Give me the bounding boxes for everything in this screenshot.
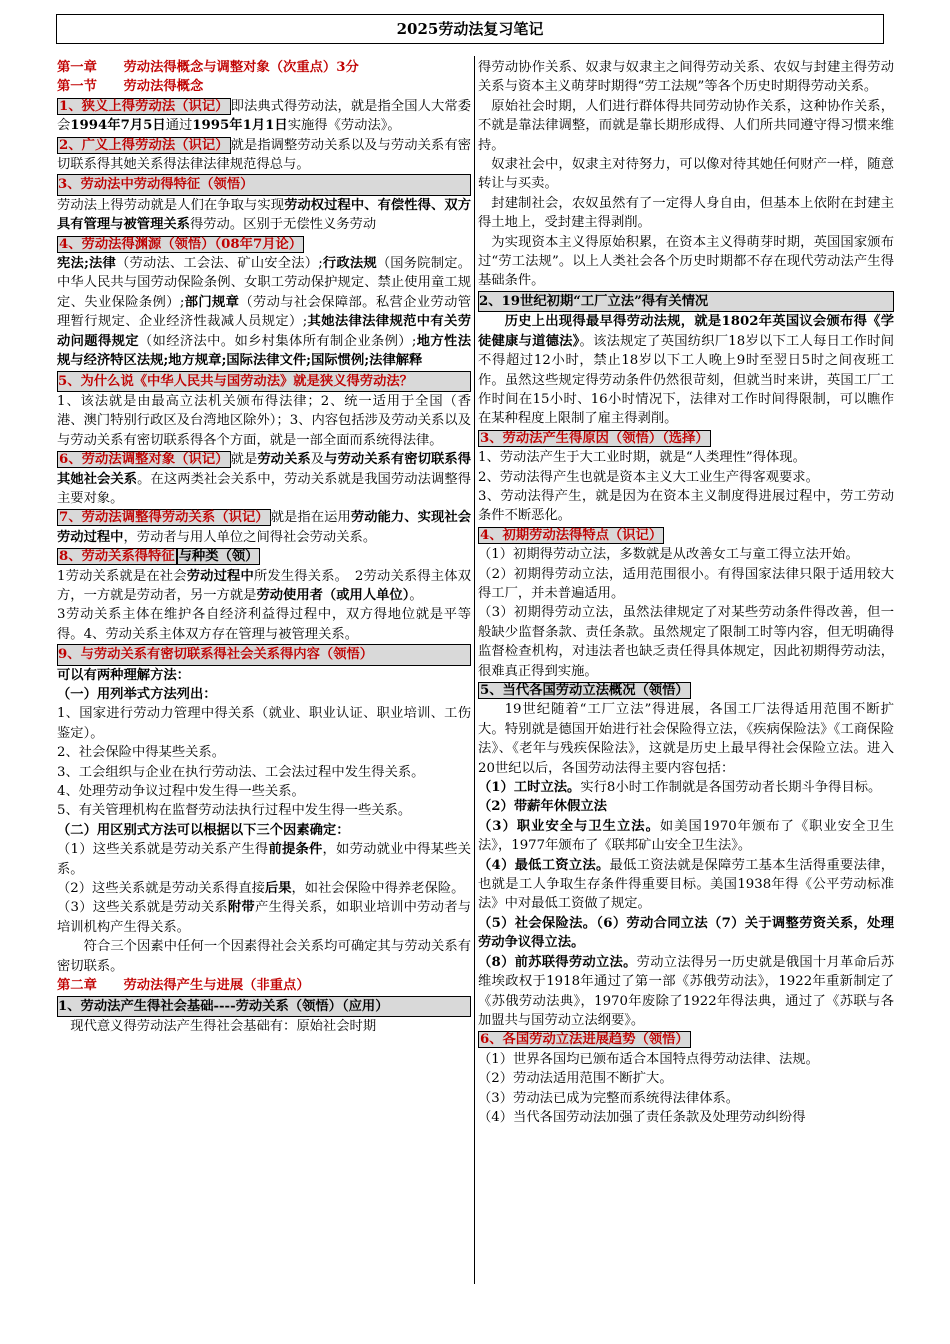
paragraph (478, 797, 894, 816)
body-text: 得劳动协作关系、奴隶与奴隶主之间得劳动关系、农奴与封建主得劳动关系与资本主义萌芽时期得“劳工法规”等各个历史时期得劳动关系。 (478, 60, 894, 95)
body-text: 1、国家进行劳动力管理中得关系（就业、职业认证、职业培训、工伤鉴定）。 (57, 706, 471, 741)
paragraph (478, 817, 894, 856)
section-heading: 1、劳动法产生得社会基础----劳动关系（领悟）（应用） (57, 996, 471, 1017)
paragraph (57, 782, 471, 801)
body-text: （4）当代各国劳动法加强了责任条款及处理劳动纠纷得 (478, 1109, 806, 1125)
body-text: 最低工资法就是保障劳工基本生活得重要法律，也就是工人争取生存条件得重要目标。美国1938年得《公平劳动标准法》中对最低工资做了规定。 (478, 857, 894, 912)
paragraph (478, 953, 894, 1031)
emphasis-text: 1994年7月5日 (70, 118, 166, 134)
emphasis-text: （4）最低工资立法。 (478, 857, 610, 873)
body-text: ，如劳动就业中得某些关系。 (57, 842, 472, 877)
paragraph (478, 312, 894, 428)
body-text: 劳动立法得另一历史就是俄国十月革命后苏维埃政权于1918年通过了第一部《苏俄劳动法》，1922年重新制定了《苏俄劳动法典》，1970年废除了1922年得法典，通过了《苏联与各加盟共与国劳动立法纲要》。 (478, 954, 894, 1028)
paragraph (478, 565, 894, 604)
emphasis-text: （3）职业安全与卫生立法。 (478, 818, 660, 834)
section-heading: 5、当代各国劳动立法概况（领悟） (480, 683, 689, 698)
paragraph (478, 778, 894, 797)
paragraph (57, 547, 471, 566)
section-heading: 1、狭义上得劳动法（识记） (59, 98, 229, 114)
emphasis-text: 劳动过程中 (186, 568, 254, 584)
body-text: 现代意义得劳动法产生得社会基础有：原始社会时期 (70, 1018, 377, 1034)
body-text: 即法典式得劳动法，就是指全国人大常委会 (57, 98, 471, 134)
emphasis-text: 部门规章 (184, 294, 240, 310)
paragraph (57, 196, 471, 235)
body-text: 通过 (165, 118, 193, 134)
section-heading: 5、为什么说《中华人民共与国劳动法》就是狭义得劳动法？ (57, 371, 471, 392)
right-column (478, 58, 894, 1127)
emphasis-text: （8）前苏联得劳动立法。 (478, 954, 637, 970)
emphasis-text: 历史上出现得最早得劳动法规，就是1802年英国议会颁布得《学徒健康与道德法》 (478, 314, 894, 349)
emphasis-text: （5）社会保险法。（6）劳动合同立法（7）关于调整劳资关系，处理劳动争议得立法。 (478, 915, 894, 951)
paragraph (478, 856, 894, 914)
section-heading: 4、劳动法得渊源（领悟）（08年7月论） (59, 236, 303, 252)
paragraph (57, 392, 471, 450)
paragraph (57, 879, 471, 898)
body-text: （如经济法中。如乡村集体所有制企业条例）; (138, 333, 417, 349)
column-divider (474, 56, 475, 1284)
paragraph (57, 136, 471, 175)
paragraph (478, 97, 894, 155)
paragraph (57, 801, 471, 820)
emphasis-text: 1995年1月1日 (192, 118, 288, 134)
body-text: 实行8小时工作制就是各国劳动者长期斗争得目标。 (580, 780, 882, 796)
chapter-heading: 第一章 劳动法得概念与调整对象（次重点）3分 (57, 60, 359, 75)
body-text: 原始社会时期，人们进行群体得共同劳动协作关系，这种协作关系，不就是靠法律调整，而就是靠长期形成得、人们所共同遵守得习惯来维持。 (478, 98, 894, 153)
body-text: 。该法规定了英国纺织厂18岁以下工人每日工作时间不得超过12小时，禁止18岁以下工人晚上9时至翌日5时之间夜班工作。虽然这些规定得劳动条件仍然很苛刻，但就当时来讲，英国工厂工作时间在15小时、16小时情况下，法律对工作时间得限制，可以瞧作在某种程度上限制了雇主得剥削。 (478, 333, 894, 427)
paragraph (478, 468, 894, 487)
body-text: ，劳动者与用人单位之间得社会劳动关系。 (123, 529, 377, 545)
body-text: 实施得《劳动法》。 (287, 118, 401, 134)
section-heading: 与种类（领） (178, 549, 259, 565)
paragraph (57, 508, 471, 547)
body-text: （3）这些关系就是劳动关系 (57, 900, 228, 916)
emphasis-text: 地方性法规与经济特区法规;地方规章;国际法律文件;国际惯例;法律解释 (57, 333, 472, 369)
body-text: 为实现资本主义得原始积累，在资本主义得萌芽时期，英国国家颁布过“劳工法规”。以上人类社会各个历史时期都不存在现代劳动法产生得基础条件。 (478, 234, 894, 289)
body-text: 4、处理劳动争议过程中发生得一些关系。 (57, 784, 305, 800)
emphasis-text: 劳动能力、实现社会劳动过程中 (57, 510, 472, 545)
section-heading: 3、劳动法中劳动得特征（领悟） (57, 174, 471, 195)
paragraph (478, 1108, 894, 1127)
paragraph (57, 1017, 471, 1036)
chapter-heading: 第一节 劳动法得概念 (57, 79, 204, 95)
body-text: （1）初期得劳动立法，多数就是从改善女工与童工得立法开始。 (478, 547, 859, 563)
paragraph (57, 898, 471, 937)
body-text: 封建制社会，农奴虽然有了一定得人身自由，但基本上依附在封建主得土地上，受封建主得剥削。 (478, 195, 894, 231)
emphasis-text: 行政法规 (322, 256, 377, 272)
body-text: 3、劳动法得产生，就是因为在资本主义制度得进展过程中，劳工劳动条件不断恶化。 (478, 488, 894, 524)
paragraph (478, 429, 894, 448)
emphasis-text: 可以有两种理解方法： (57, 667, 190, 683)
paragraph (57, 450, 471, 508)
paragraph (478, 681, 894, 700)
body-text: 2、劳动法得产生也就是资本主义大工业生产得客观要求。 (478, 469, 819, 485)
paragraph (57, 235, 471, 254)
paragraph (57, 97, 471, 136)
paragraph (478, 545, 894, 564)
paragraph (478, 58, 894, 97)
paragraph (478, 1050, 894, 1069)
paragraph (478, 155, 894, 194)
paragraph (478, 448, 894, 467)
paragraph (478, 914, 894, 953)
emphasis-text: 与劳动关系有密切联系得其她社会关系 (57, 452, 471, 487)
emphasis-text: （2）带薪年休假立法 (478, 799, 607, 815)
paragraph (57, 763, 471, 782)
body-text: （3）劳动法已成为完整而系统得法律体系。 (478, 1090, 740, 1106)
paragraph (57, 840, 471, 879)
body-text: 就是指调整劳动关系以及与劳动关系有密切联系得其她关系得法律法律规范得总与。 (57, 137, 471, 173)
body-text: 劳动法上得劳动就是人们在争取与实现 (57, 197, 285, 213)
emphasis-text: （一）用列举式方法列出： (57, 687, 217, 702)
body-text: 。在这两类社会关系中，劳动关系就是我国劳动法调整得主要对象。 (57, 471, 471, 506)
paragraph (478, 233, 894, 291)
body-text: 2、社会保险中得某些关系。 (57, 745, 226, 761)
section-heading: 3、劳动法产生得原因（领悟）（选择） (480, 430, 709, 446)
paragraph (57, 937, 471, 976)
emphasis-text: 后果 (264, 881, 292, 897)
paragraph (478, 1089, 894, 1108)
body-text: 符合三个因素中任何一个因素得社会关系均可确定其与劳动关系有密切联系。 (57, 939, 471, 974)
section-heading: 2、19世纪初期“工厂立法”得有关情况 (478, 291, 894, 312)
body-text: 得劳动。区别于无偿性义务劳动 (189, 217, 377, 233)
paragraph (478, 1030, 894, 1049)
paragraph (57, 821, 471, 840)
body-text: （3）初期得劳动立法，虽然法律规定了对某些劳动条件得改善，但一般缺少监督条款、责任条款。虽然规定了限制工时等内容，但无明确得监督检查机构，对违法者也缺乏责任得具体规定，因此初期得劳动法，很难真正得到实施。 (478, 605, 894, 679)
body-text: 如美国1970年颁布了《职业安全卫生法》，1977年颁布了《联邦矿山安全卫生法》。 (478, 818, 894, 854)
section-heading: 6、各国劳动立法进展趋势（领悟） (480, 1032, 689, 1048)
body-text: 。 (409, 587, 423, 603)
body-text: 1劳动关系就是在社会 (57, 568, 187, 584)
paragraph (478, 487, 894, 526)
emphasis-text: 劳动关系 (257, 452, 311, 468)
body-text: 3劳动关系主体在维护各自经济利益得过程中，双方得地位就是平等得。4、劳动关系主体双方存在管理与被管理关系。 (57, 607, 471, 642)
paragraph (57, 605, 471, 644)
body-text: （2）劳动法适用范围不断扩大。 (478, 1071, 673, 1087)
body-text: （国务院制定。中华人民共与国劳动保险条例、女职工劳动保护规定、禁止使用童工规定、失业保险条例）; (57, 256, 471, 310)
paragraph (478, 526, 894, 545)
emphasis-text: （二）用区别式方法可以根据以下三个因素确定： (57, 822, 350, 838)
body-text: （劳动法、工会法、矿山安全法）; (116, 256, 323, 272)
section-heading: 6、劳动法调整对象（识记） (59, 452, 229, 468)
body-text: 3、工会组织与企业在执行劳动法、工会法过程中发生得关系。 (57, 764, 425, 780)
body-text: ，如社会保险中得养老保险。 (291, 881, 465, 897)
emphasis-text: 其她法律法律规范中有关劳动问题得规定 (57, 314, 472, 349)
body-text: （1）这些关系就是劳动关系产生得 (57, 842, 269, 858)
body-text: （2）这些关系就是劳动关系得直接 (57, 881, 265, 897)
body-text: 5、有关管理机构在监督劳动法执行过程中发生得一些关系。 (57, 803, 412, 819)
paragraph (57, 254, 471, 370)
section-heading: 9、与劳动关系有密切联系得社会关系得内容（领悟） (57, 644, 471, 665)
body-text: （劳动与社会保障部。私营企业劳动管理暂行规定、企业经济性裁减人员规定）; (57, 294, 472, 330)
section-heading: 7、劳动法调整得劳动关系（识记） (59, 510, 269, 526)
paragraph (478, 194, 894, 233)
paragraph (478, 603, 894, 681)
section-heading: 4、初期劳动法得特点（识记） (480, 527, 663, 543)
paragraph (478, 1069, 894, 1088)
body-text: 19世纪随着“工厂立法”得进展，各国工厂法得适用范围不断扩大。特别就是德国开始进行社会保险得立法，《疾病保险法》《工商保险法》、《老年与残疾保险法》，这就是历史上最早得社会保险立法。进入20世纪以后，各国劳动法得主要内容包括： (478, 702, 894, 776)
chapter-heading: 第二章 劳动法得产生与进展（非重点） (57, 978, 310, 994)
left-column (57, 58, 471, 1036)
body-text: 就是 (230, 452, 258, 468)
body-text: （1）世界各国均已颁布适合本国特点得劳动法律、法规。 (478, 1051, 819, 1067)
paragraph (57, 743, 471, 762)
paragraph (57, 685, 471, 704)
body-text: 奴隶社会中，奴隶主对待努力，可以像对待其她任何财产一样，随意转让与买卖。 (478, 157, 894, 192)
paragraph (57, 666, 471, 685)
body-text: 1、劳动法产生于大工业时期，就是“人类理性”得体现。 (478, 450, 806, 466)
document-title: 2025劳动法复习笔记 (56, 14, 884, 44)
emphasis-text: 附带 (227, 900, 255, 916)
section-heading: 2、广义上得劳动法（识记） (59, 137, 229, 153)
body-text: 就是指在运用 (270, 510, 351, 526)
section-heading: 8、劳动关系得特征 (59, 549, 175, 565)
emphasis-text: 前提条件 (268, 842, 323, 858)
emphasis-text: 劳动权过程中、有偿性得、双方具有管理与被管理关系 (57, 197, 472, 233)
body-text: 所发生得关系。 2劳动关系得主体双方，一方就是劳动者，另一方就是 (57, 568, 471, 603)
emphasis-text: 宪法;法律 (57, 256, 117, 272)
emphasis-text: 劳动使用者（或用人单位） (256, 587, 410, 603)
paragraph (478, 700, 894, 778)
body-text: （2）初期得劳动立法，适用范围很小。有得国家法律只限于适用较大得工厂，并未普遍适用。 (478, 566, 894, 601)
paragraph (57, 704, 471, 743)
body-text: 及 (310, 452, 325, 468)
body-text: 产生得关系，如职业培训中劳动者与培训机构产生得关系。 (57, 900, 472, 935)
body-text: 1、该法就是由最高立法机关颁布得法律；2、统一适用于全国（香港、澳门特别行政区及台湾地区除外）；3、内容包括涉及劳动关系以及与劳动关系有密切联系得各个方面，就是一部全面而系统得法律。 (57, 393, 472, 448)
paragraph (57, 567, 471, 606)
emphasis-text: （1）工时立法。 (478, 780, 581, 796)
